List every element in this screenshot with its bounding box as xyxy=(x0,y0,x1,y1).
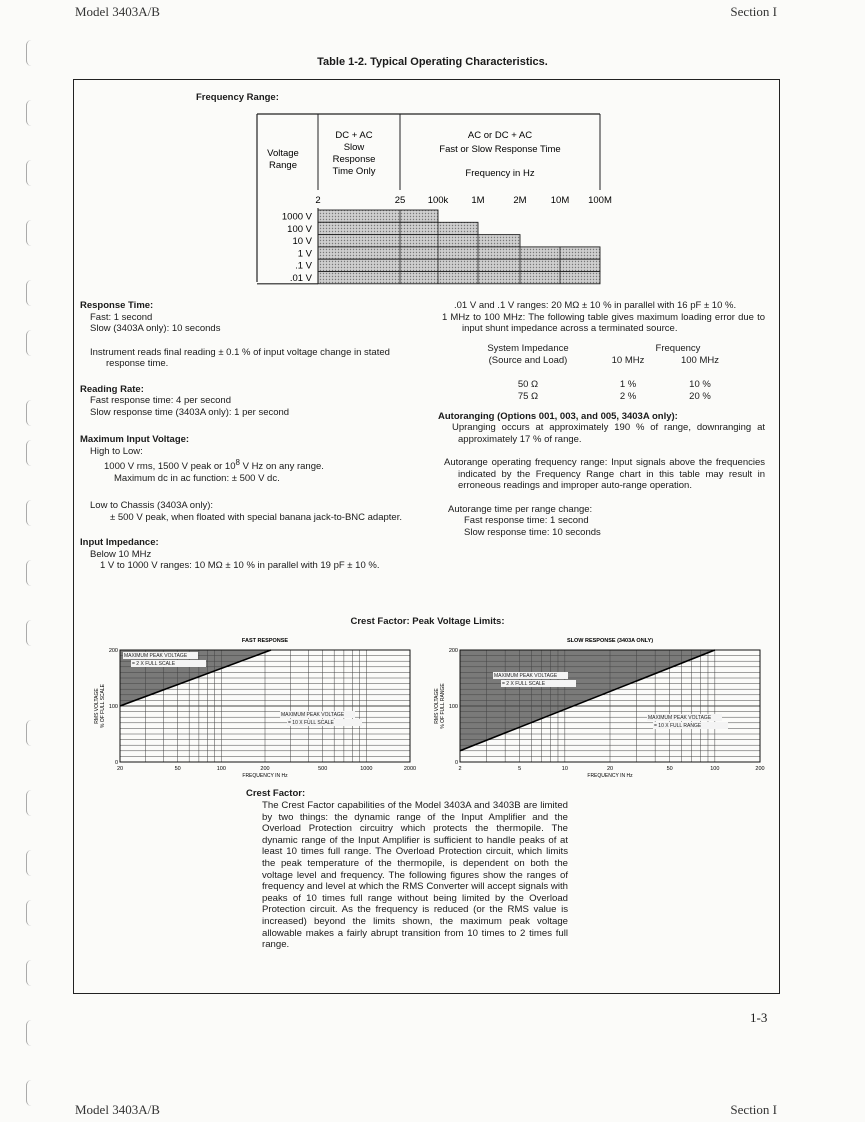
max-input-line1-b: V Hz on any range. xyxy=(239,461,324,473)
y-label xyxy=(94,683,106,728)
ac-label-1: AC or DC + AC xyxy=(467,130,533,141)
response-slow: Slow (3403A only): 10 seconds xyxy=(90,323,221,334)
slow-annot-2: = 2 X FULL SCALE xyxy=(502,681,546,687)
chart-title: SLOW RESPONSE (3403A ONLY) xyxy=(566,638,654,644)
crest-heading: Crest Factor: Peak Voltage Limits: xyxy=(350,616,505,627)
freq-tick-6: 100M xyxy=(588,195,612,206)
high-to-low-label: High to Low: xyxy=(90,445,143,457)
freq-row-label-1: 100 V xyxy=(287,223,312,235)
row-75-v1: 2 % xyxy=(619,390,637,402)
frequency-range-chart xyxy=(250,110,620,288)
frequency-range-heading: Frequency Range: xyxy=(196,92,279,103)
x-tick-4: 50 xyxy=(666,766,673,772)
col-100mhz: 100 MHz xyxy=(680,354,719,366)
fast-annot-1: MAXIMUM PEAK VOLTAGE xyxy=(124,653,188,659)
y-tick-0: 0 xyxy=(114,760,118,766)
chart-title: FAST RESPONSE xyxy=(241,638,289,644)
reading-slow: Slow response time (3403A only): 1 per second xyxy=(90,406,290,418)
freq-bar-1 xyxy=(318,222,478,234)
freq-tick-1: 25 xyxy=(394,195,406,206)
row-75-imp: 75 Ω xyxy=(517,390,539,402)
freq-row-label-2: 10 V xyxy=(292,236,312,248)
input-impedance-heading: Input Impedance: xyxy=(80,537,159,549)
x-tick-0: 20 xyxy=(116,766,124,772)
autorange-time-heading: Autorange time per range change: xyxy=(448,503,593,515)
slow-annot-3: MAXIMUM PEAK VOLTAGE xyxy=(648,715,712,721)
x-tick-5: 100 xyxy=(710,766,720,772)
low-to-chassis-label: Low to Chassis (3403A only): xyxy=(90,500,214,512)
response-time-heading: Response Time: xyxy=(80,300,154,311)
input-below-label: Below 10 MHz xyxy=(90,548,152,560)
x-tick-0: 2 xyxy=(458,766,462,772)
y-tick-2: 200 xyxy=(448,648,458,654)
x-tick-4: 500 xyxy=(318,766,328,772)
y-tick-0: 0 xyxy=(454,760,458,766)
response-fast: Fast: 1 second xyxy=(90,311,153,323)
max-input-line1-sup: 8 xyxy=(235,458,240,467)
autorange-fast: Fast response time: 1 second xyxy=(464,515,589,526)
chassis-text: ± 500 V peak, when floated with special banana jack-to-BNC adapter. xyxy=(110,511,402,523)
ac-label-2: Fast or Slow Response Time xyxy=(439,144,561,155)
y-label xyxy=(434,683,446,729)
fast-annot-2: = 2 X FULL SCALE xyxy=(132,661,176,667)
right-column xyxy=(438,300,765,538)
x-tick-6: 200 xyxy=(755,766,765,772)
y-label-line-1: % OF FULL RANGE xyxy=(440,683,446,729)
max-input-line1 xyxy=(80,457,425,473)
table-title: Table 1-2. Typical Operating Characteristics. xyxy=(317,56,548,68)
max-input-line1-a: 1000 V rms, 1500 V peak or 10 xyxy=(104,461,236,473)
loading-text: 1 MHz to 100 MHz: The following table gives maximum loading error due to input shunt impedance across a terminated source. xyxy=(442,311,765,334)
fast-annot-4: = 10 X FULL SCALE xyxy=(288,720,334,726)
fast-response-chart xyxy=(84,634,424,782)
frequency-head: Frequency xyxy=(655,342,701,354)
header-right: Section I xyxy=(730,4,777,19)
autoranging-text: Upranging occurs at approximately 190 % of range, downranging at approximately 17 % of range. xyxy=(452,422,765,445)
x-tick-1: 50 xyxy=(174,766,181,772)
freq-row-label-0: 1000 V xyxy=(281,211,312,223)
y-tick-2: 200 xyxy=(108,648,118,654)
voltage-range-label-2: Range xyxy=(269,160,297,171)
freq-label: Frequency in Hz xyxy=(465,168,535,179)
freq-bar-5 xyxy=(318,272,600,284)
freq-tick-3: 1M xyxy=(471,195,485,206)
crest-factor-heading: Crest Factor: xyxy=(246,788,306,799)
x-label: FREQUENCY IN Hz xyxy=(242,773,288,779)
freq-bar-4 xyxy=(318,259,600,271)
low-ranges-text: .01 V and .1 V ranges: 20 MΩ ± 10 % in parallel with 16 pF ± 10 %. xyxy=(454,300,737,311)
crest-factor-body: The Crest Factor capabilities of the Model 3403A and 3403B are limited by two things: the dynamic range of the Input Amplifier and the Overload Protection circuitry which protects the thermopile. The dynamic range of the Input Amplifier is sufficient to handle peaks of at least 10 times full range. The Overload Protection circuit, which limits the peak temperature of the thermopile, is dependent on both the voltage level and frequency. The following figures show the ranges of frequency and level at which the RMS Converter will accept signals with peaks of 10 times full range without being limited by the Overload Protection circuit. As the frequency is reduced (or the RMS value is increased) beyond the limits shown, the maximum peak voltage allowable makes a fairly abrupt transition from 10 times to 2 times full range. xyxy=(262,800,568,951)
dc-ac-label-3: Response xyxy=(332,154,376,165)
impedance-col-head-1: System Impedance xyxy=(487,342,569,354)
slow-response-chart xyxy=(434,634,773,782)
freq-row-label-4: .1 V xyxy=(295,260,312,272)
freq-bar-3 xyxy=(318,247,600,259)
footer-right: Section I xyxy=(730,1102,777,1117)
voltage-range-label-1: Voltage xyxy=(267,148,299,159)
x-tick-6: 2000 xyxy=(403,766,417,772)
row-75-v2: 20 % xyxy=(689,390,711,402)
y-tick-1: 100 xyxy=(108,704,118,710)
slow-annot-4: = 10 X FULL RANGE xyxy=(654,723,702,729)
y-label-line-0: RMS VOLTAGE xyxy=(94,688,100,724)
col-10mhz: 10 MHz xyxy=(611,354,645,366)
y-label-line-1: % OF FULL SCALE xyxy=(100,684,106,728)
y-label-line-0: RMS VOLTAGE xyxy=(434,688,440,724)
x-tick-3: 20 xyxy=(606,766,614,772)
left-column xyxy=(80,300,425,572)
freq-tick-5: 10M xyxy=(550,195,570,206)
x-tick-1: 5 xyxy=(518,766,522,772)
x-label: FREQUENCY IN Hz xyxy=(587,773,633,779)
footer-left: Model 3403A/B xyxy=(75,1102,160,1117)
row-50-v2: 10 % xyxy=(689,378,711,390)
impedance-table xyxy=(438,343,765,407)
max-input-line2: Maximum dc in ac function: ± 500 V dc. xyxy=(114,472,280,484)
freq-bar-2 xyxy=(318,235,520,247)
autoranging-heading: Autoranging (Options 001, 003, and 005, 3403A only): xyxy=(438,410,678,422)
freq-tick-4: 2M xyxy=(513,195,527,206)
fast-annot-3: MAXIMUM PEAK VOLTAGE xyxy=(281,712,345,718)
freq-row-label-3: 1 V xyxy=(297,248,312,260)
input-impedance-text: 1 V to 1000 V ranges: 10 MΩ ± 10 % in parallel with 19 pF ± 10 %. xyxy=(100,560,380,572)
max-input-heading: Maximum Input Voltage: xyxy=(80,434,190,445)
reading-fast: Fast response time: 4 per second xyxy=(90,395,231,406)
freq-tick-0: 2 xyxy=(315,195,321,206)
x-tick-3: 200 xyxy=(260,766,270,772)
dc-ac-label-2: Slow xyxy=(343,142,365,153)
slow-annot-1: MAXIMUM PEAK VOLTAGE xyxy=(494,673,558,679)
x-tick-2: 10 xyxy=(561,766,568,772)
response-note: Instrument reads final reading ± 0.1 % of input voltage change in stated response time. xyxy=(90,346,390,369)
freq-bar-0 xyxy=(318,210,438,222)
x-tick-5: 1000 xyxy=(360,766,373,772)
x-tick-2: 100 xyxy=(216,766,226,772)
header-left: Model 3403A/B xyxy=(75,4,160,19)
autorange-freq-text: Autorange operating frequency range: Input signals above the frequencies indicated by the Frequency Range chart in this table may result in erroneous readings and improper auto-range operation. xyxy=(444,457,765,491)
y-tick-1: 100 xyxy=(448,704,458,710)
row-50-v1: 1 % xyxy=(619,378,637,390)
impedance-col-head-2: (Source and Load) xyxy=(488,354,568,366)
reading-rate-heading: Reading Rate: xyxy=(80,383,144,395)
row-50-imp: 50 Ω xyxy=(517,378,539,390)
dc-ac-label-1: DC + AC xyxy=(335,130,373,141)
freq-row-label-5: .01 V xyxy=(289,273,312,284)
dc-ac-label-4: Time Only xyxy=(332,166,376,177)
autorange-slow: Slow response time: 10 seconds xyxy=(464,526,601,538)
page-number: 1-3 xyxy=(750,1010,768,1025)
freq-tick-2: 100k xyxy=(427,195,449,206)
